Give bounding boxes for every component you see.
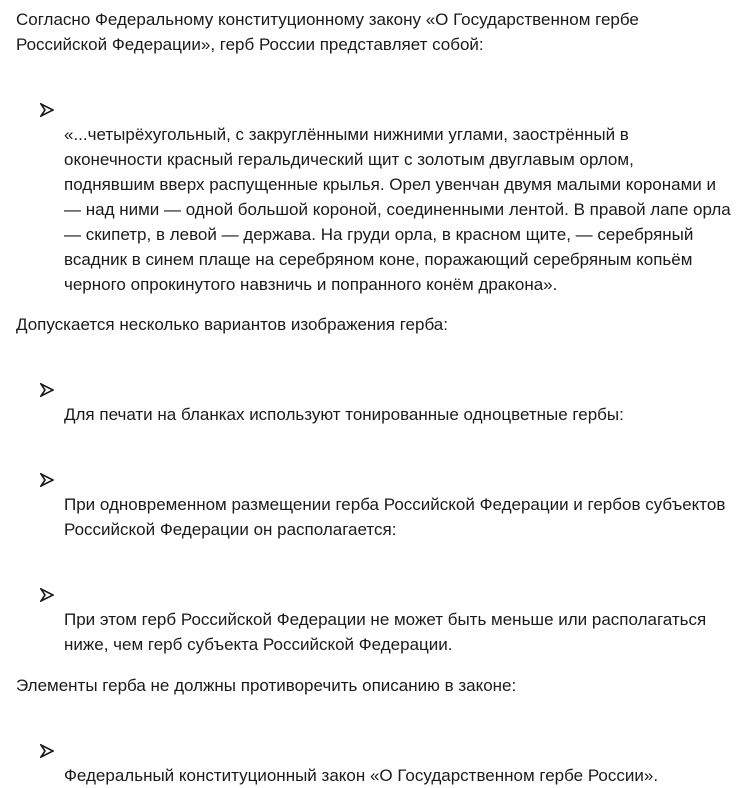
list-item [16, 72, 741, 297]
list-item [16, 352, 741, 427]
description-list [16, 72, 741, 297]
arrow-bullet-icon [40, 358, 54, 372]
variants-list [16, 352, 741, 657]
arrow-bullet-icon [40, 719, 54, 733]
variants-paragraph: Допускается несколько вариантов изображения герба: [16, 315, 448, 334]
elements-paragraph: Элементы герба не должны противоречить описанию в законе: [16, 676, 517, 695]
intro-paragraph: Согласно Федеральному конституционному закону «О Государственном гербе Российской Федерации», герб России представляет собой: [16, 10, 639, 54]
list-item [16, 442, 741, 542]
list-item-text: При этом герб Российской Федерации не может быть меньше или располагаться ниже, чем герб субъекта Российской Федерации. [64, 610, 707, 654]
list-item-text: Для печати на бланках используют тонированные одноцветные гербы: [64, 405, 624, 424]
law-reference-list [16, 713, 741, 788]
list-item [16, 713, 741, 788]
arrow-bullet-icon [40, 448, 54, 462]
list-item [16, 557, 741, 657]
list-item-text: При одновременном размещении герба Российской Федерации и гербов субъектов Российской Федерации он располагается: [64, 495, 726, 539]
list-item-text: «...четырёхугольный, с закруглёнными нижними углами, заострённый в оконечности красный геральдический щит с золотым двуглавым орлом, поднявшим вверх распущенные крылья. Орел увенчан двумя малыми коронами и — над ними — одной большой короной, соединенными лентой. В правой лапе орла — скипетр, в левой — держава. На груди орла, в красном щите, — серебряный всадник в синем плаще на серебряном коне, поражающий серебряным копьём черного опрокинутого навзничь и попранного конём дракона». [64, 125, 731, 294]
list-item-text: Федеральный конституционный закон «О Государственном гербе России». [64, 766, 659, 785]
arrow-bullet-icon [40, 78, 54, 92]
arrow-bullet-icon [40, 563, 54, 577]
